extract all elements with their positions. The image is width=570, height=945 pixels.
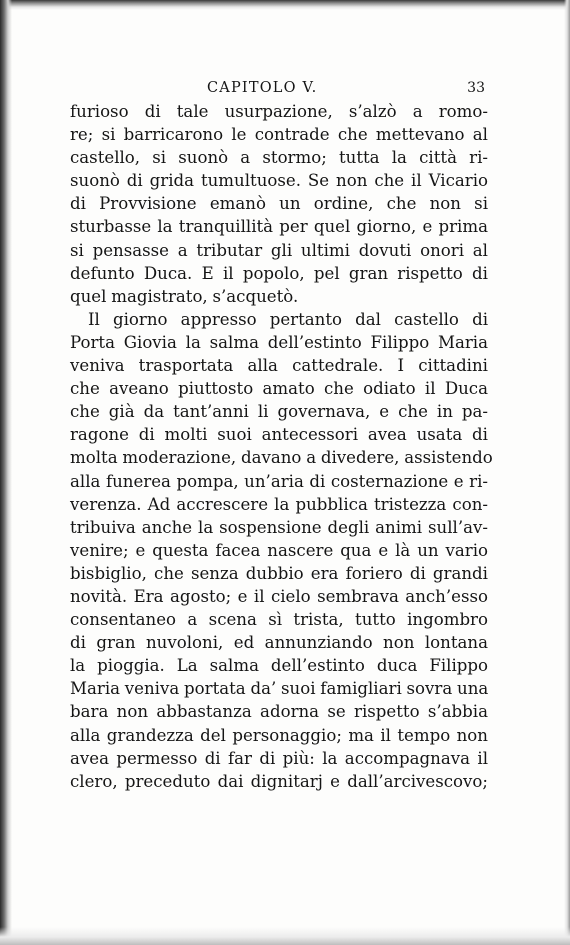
text-line: castello, si suonò a stormo; tutta la città ri-	[70, 148, 488, 168]
text-line: re; si barricarono le contrade che mettevano al	[70, 125, 488, 145]
text-line: Maria veniva portata da’ suoi famigliari sovra una	[70, 679, 489, 699]
page-top-edge-shadow	[0, 0, 570, 10]
page-number: 33	[467, 80, 485, 96]
text-line: clero, preceduto dai dignitarj e dall’arcivescovo;	[70, 771, 488, 791]
text-line: suonò di grida tumultuose. Se non che il Vicario	[70, 171, 488, 191]
text-line: quel magistrato, s’acquetò.	[70, 286, 299, 306]
text-line: la pioggia. La salma dell’estinto duca Filippo	[70, 656, 488, 676]
text-line: di Provvisione emanò un ordine, che non si	[70, 194, 488, 214]
paragraph-2	[70, 308, 493, 793]
text-line: alla grandezza del personaggio; ma il tempo non	[70, 725, 488, 745]
page-right-edge-shadow	[564, 0, 570, 945]
text-line: che aveano piuttosto amato che odiato il Duca	[70, 379, 488, 399]
text-line: avea permesso di far di più: la accompagnava il	[70, 748, 488, 768]
page-bottom-edge-shadow	[0, 927, 570, 945]
text-line: sturbasse la tranquillità per quel giorno, e prima	[70, 217, 488, 237]
text-line: che già da tant’anni li governava, e che in pa-	[70, 402, 488, 422]
running-title: CAPITOLO V.	[207, 80, 318, 96]
text-line: alla funerea pompa, un’aria di costernazione e ri-	[70, 471, 488, 491]
text-line: ragone di molti suoi antecessori avea usata di	[70, 425, 488, 445]
text-line: Porta Giovia la salma dell’estinto Filippo Maria	[70, 332, 488, 352]
text-line: Il giorno appresso pertanto dal castello di	[88, 309, 488, 329]
text-line: veniva trasportata alla cattedrale. I cittadini	[70, 356, 488, 376]
text-line: di gran nuvoloni, ed annunziando non lontana	[70, 633, 488, 653]
text-line: consentaneo a scena sì trista, tutto ingombro	[70, 610, 488, 630]
text-line: novità. Era agosto; e il cielo sembrava anch’esso	[70, 586, 488, 606]
text-line: venire; e questa facea nascere qua e là un vario	[70, 540, 488, 560]
text-line: bisbiglio, che senza dubbio era foriero di grandi	[70, 563, 488, 583]
paragraph-1	[70, 100, 488, 308]
page-header	[70, 80, 485, 102]
text-line: molta moderazione, davano a divedere, assistendo	[70, 448, 493, 468]
body-text	[70, 100, 493, 793]
text-line: si pensasse a tributar gli ultimi dovuti onori al	[70, 240, 488, 260]
text-line: defunto Duca. E il popolo, pel gran rispetto di	[70, 263, 488, 283]
text-line: tribuiva anche la sospensione degli animi sull’av-	[70, 517, 488, 537]
text-line: furioso di tale usurpazione, s’alzò a romo-	[70, 102, 488, 121]
page-binding-shadow	[0, 0, 12, 945]
text-line: bara non abbastanza adorna se rispetto s’abbia	[70, 702, 488, 722]
text-line: verenza. Ad accrescere la pubblica tristezza con-	[70, 494, 488, 514]
